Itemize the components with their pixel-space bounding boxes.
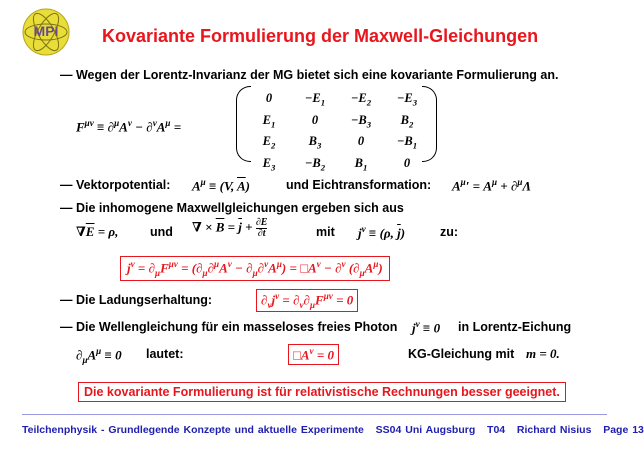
matrix-cell: $-B_3$ [350, 112, 372, 129]
kg-label: KG-Gleichung mit [408, 347, 515, 361]
matrix-cell: $B_2$ [400, 112, 414, 129]
kg-eq: m = 0. [526, 346, 560, 361]
vektor-label: — Vektorpotential: [60, 178, 171, 192]
maxwell-covariant-eq: $j^\nu = \partial_\mu F^{\mu\nu} = (\partial_\mu\partial^\mu A^\nu - \partial_\mu\partial^\nu A^\mu)$ = $□A^\nu - \partial^\nu$ $(\partial_\mu A^\mu)$ [120, 256, 390, 281]
matrix-cell: $-B_1$ [396, 134, 418, 151]
mpi-logo [20, 6, 72, 58]
current-eq: $j^\nu \equiv (\rho$, $\overline{j}$) [358, 224, 406, 241]
inhomogen-label: — Die inhomogene Maxwellgleichungen ergeben sich aus [60, 201, 404, 215]
matrix-cell: $-B_2$ [304, 155, 326, 172]
matrix-cell: $E_2$ [262, 134, 276, 151]
charge-conservation-eq: $\partial_\nu j^\nu = \partial_\nu\partial_\mu F^{\mu\nu} = 0$ [256, 289, 358, 312]
mit-text: mit [316, 225, 335, 239]
field-tensor-matrix [246, 90, 430, 175]
matrix-cell: 0 [265, 91, 273, 105]
eich-label: und Eichtransformation: [286, 178, 432, 192]
matrix-cell: $E_1$ [262, 112, 276, 129]
footer-term: SS04 Uni Augsburg [375, 424, 476, 436]
matrix-cell: 0 [403, 155, 411, 170]
vektor-eq: $A^\mu \equiv (V$, $\overline{A}$) [192, 177, 250, 194]
gauss-eq: $\nabla\overline{E} = \rho$, [76, 224, 119, 239]
ladung-label: — Die Ladungserhaltung: [60, 293, 213, 307]
matrix-cell: $-E_1$ [304, 91, 326, 108]
lorentz-gauge-eq: $\partial_\mu A^\mu \equiv 0$ [76, 346, 122, 365]
wave-eq: $□A^\nu = 0$ [288, 344, 339, 365]
welle-suffix: in Lorentz-Eichung [458, 320, 572, 334]
footer-page: Page 13 [603, 424, 644, 436]
footer [22, 424, 644, 436]
conclusion-box: Die kovariante Formulierung ist für relativistische Rechnungen besser geeignet. [78, 382, 566, 402]
intro-text: — Wegen der Lorentz-Invarianz der MG bietet sich eine kovariante Formulierung an. [60, 68, 559, 82]
matrix-cell: $E_3$ [262, 155, 276, 172]
footer-chapter: T04 [487, 424, 506, 436]
matrix-cell: 0 [311, 112, 319, 127]
welle-label: — Die Wellengleichung für ein masseloses freies Photon [60, 320, 398, 334]
ampere-eq: ∇ × $\overline{B} = \overline{j}$ + $\frac{\partial E}{\partial t}$ [192, 217, 268, 239]
matrix-cell: $-E_3$ [396, 91, 418, 108]
matrix-cell: $B_1$ [354, 155, 368, 172]
footer-course: Teilchenphysik - Grundlegende Konzepte und aktuelle Experimente [22, 424, 364, 436]
logo-text: MPI [33, 23, 59, 39]
matrix-cell: $B_3$ [308, 134, 322, 151]
page-title: Kovariante Formulierung der Maxwell-Gleichungen [102, 26, 539, 46]
photon-cond: $j^\nu \equiv 0$ [412, 319, 441, 336]
matrix-cell: 0 [357, 134, 365, 148]
matrix-cell: $-E_2$ [350, 91, 372, 108]
field-tensor-lhs: $F^{\mu\nu} \equiv \partial^\mu A^\nu - \partial^\nu A^\mu$ = [76, 118, 182, 135]
footer-author: Richard Nisius [516, 424, 592, 436]
zu-text: zu: [440, 225, 459, 239]
und-text: und [150, 225, 173, 239]
eich-eq: $A^\mu' = A^\mu + \partial^\mu\Lambda$ [452, 177, 532, 194]
footer-rule [22, 414, 607, 415]
lautet-text: lautet: [146, 347, 184, 361]
